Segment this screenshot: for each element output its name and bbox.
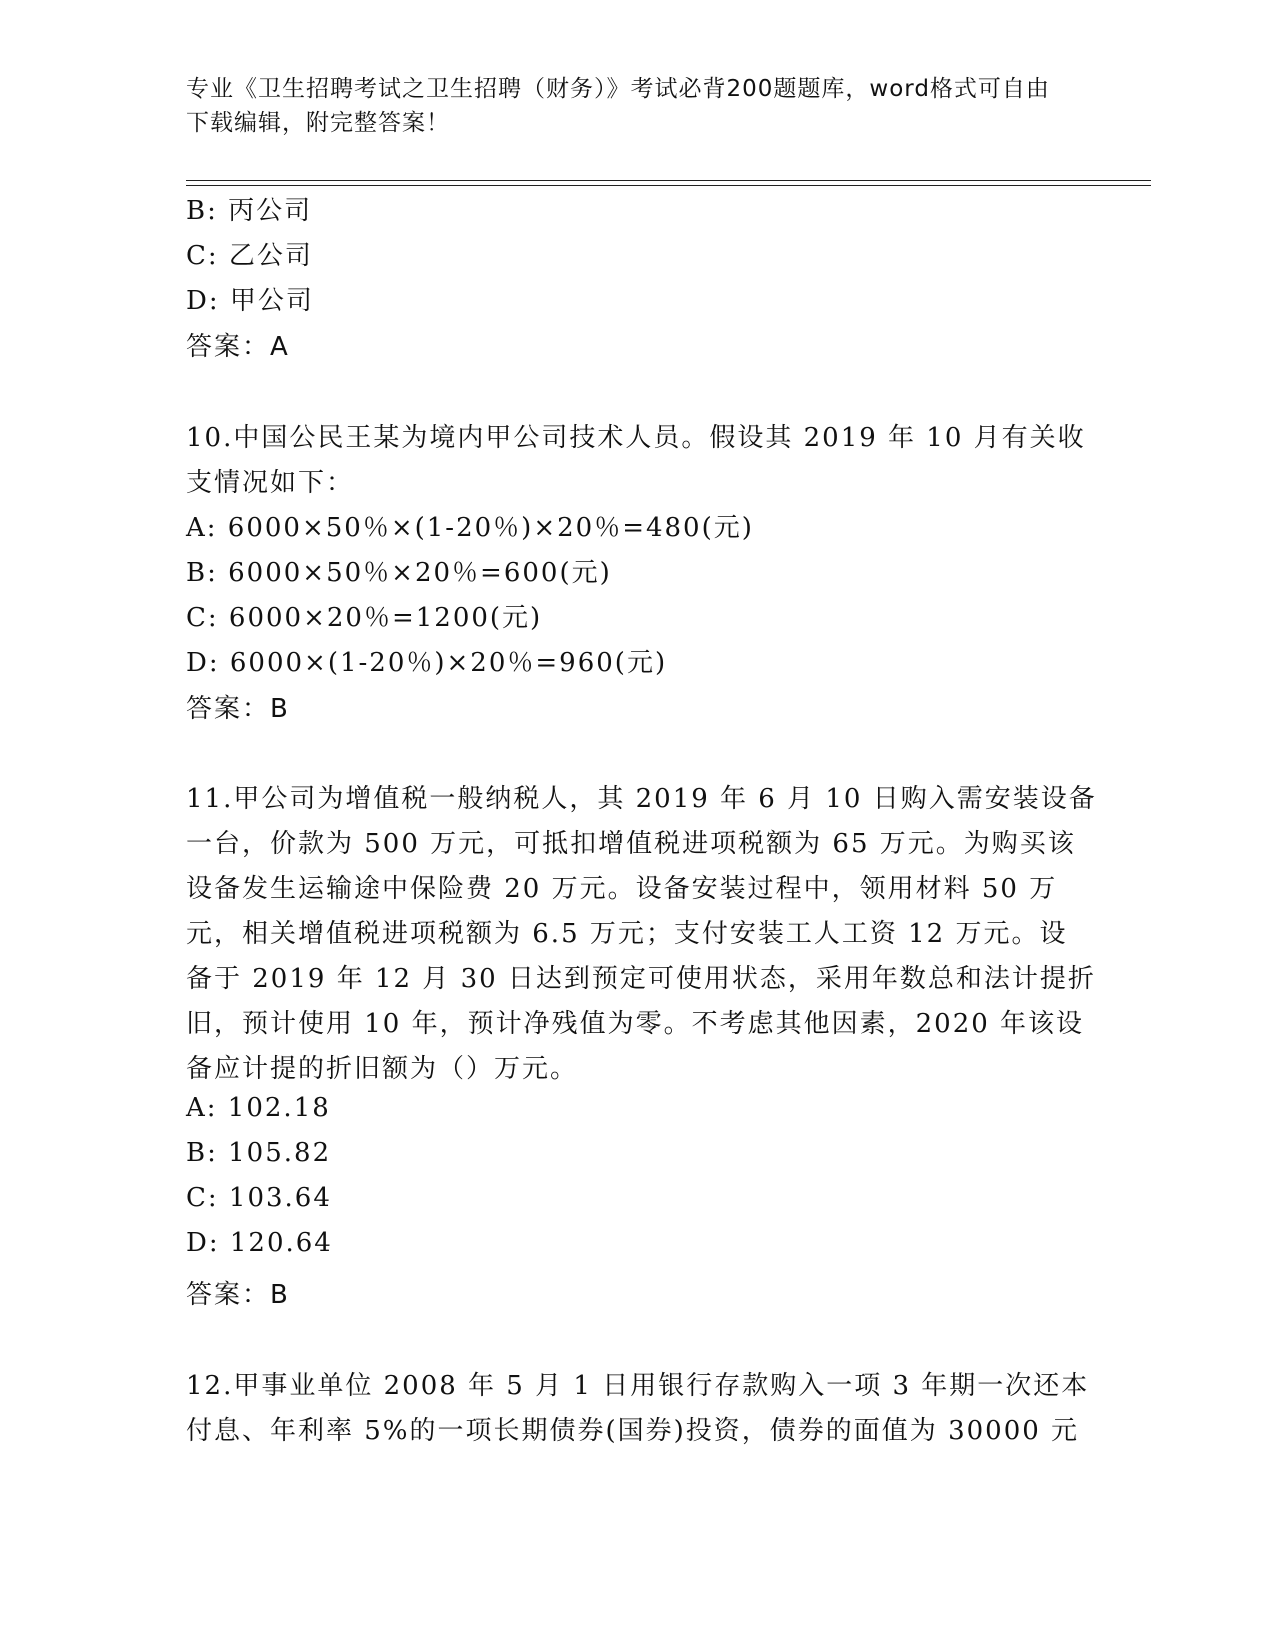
q11-option-c: C: 103.64 <box>186 1183 332 1213</box>
q10-option-b: B: 6000×50％×20％=600(元) <box>186 558 612 588</box>
q10-text-line-2: 支情况如下： <box>186 468 355 498</box>
q9-option-b: B: 丙公司 <box>186 196 313 226</box>
q12-text-line-1: 12.甲事业单位 2008 年 5 月 1 日用银行存款购入一项 3 年期一次还本 <box>186 1371 1090 1401</box>
header-divider-bottom <box>186 185 1151 186</box>
q11-text-line-4: 元，相关增值税进项税额为 6.5 万元；支付安装工人工资 12 万元。设 <box>186 919 1068 949</box>
q10-option-d: D: 6000×(1-20％)×20％=960(元) <box>186 648 668 678</box>
q9-option-c: C: 乙公司 <box>186 241 313 271</box>
q10-answer: 答案：B <box>186 694 290 724</box>
q11-option-b: B: 105.82 <box>186 1138 332 1168</box>
q10-option-c: C: 6000×20％=1200(元) <box>186 603 543 633</box>
document-header: 专业《卫生招聘考试之卫生招聘（财务）》考试必背200题题库，word格式可自由下载编辑，附完整答案！ <box>186 76 1050 136</box>
q11-option-a: A: 102.18 <box>186 1093 331 1123</box>
q9-option-d: D: 甲公司 <box>186 286 314 316</box>
q11-text-line-1: 11.甲公司为增值税一般纳税人，其 2019 年 6 月 10 日购入需安装设备 <box>186 784 1097 814</box>
q12-text-line-2: 付息、年利率 5%的一项长期债券(国券)投资，债券的面值为 30000 元 <box>186 1416 1080 1446</box>
q9-answer: 答案：A <box>186 332 290 362</box>
q10-text-line-1: 10.中国公民王某为境内甲公司技术人员。假设其 2019 年 10 月有关收 <box>186 423 1086 453</box>
q11-text-line-5: 备于 2019 年 12 月 30 日达到预定可使用状态，采用年数总和法计提折 <box>186 964 1096 994</box>
q10-option-a: A: 6000×50％×(1-20％)×20％=480(元) <box>186 513 754 543</box>
q11-text-line-3: 设备发生运输途中保险费 20 万元。设备安装过程中，领用材料 50 万 <box>186 874 1058 904</box>
q11-text-line-7: 备应计提的折旧额为（）万元。 <box>186 1054 579 1084</box>
header-divider-top <box>186 180 1151 181</box>
q11-answer: 答案：B <box>186 1280 290 1310</box>
q11-option-d: D: 120.64 <box>186 1228 333 1258</box>
q11-text-line-6: 旧，预计使用 10 年，预计净残值为零。不考虑其他因素，2020 年该设 <box>186 1009 1085 1039</box>
q11-text-line-2: 一台，价款为 500 万元，可抵扣增值税进项税额为 65 万元。为购买该 <box>186 829 1076 859</box>
